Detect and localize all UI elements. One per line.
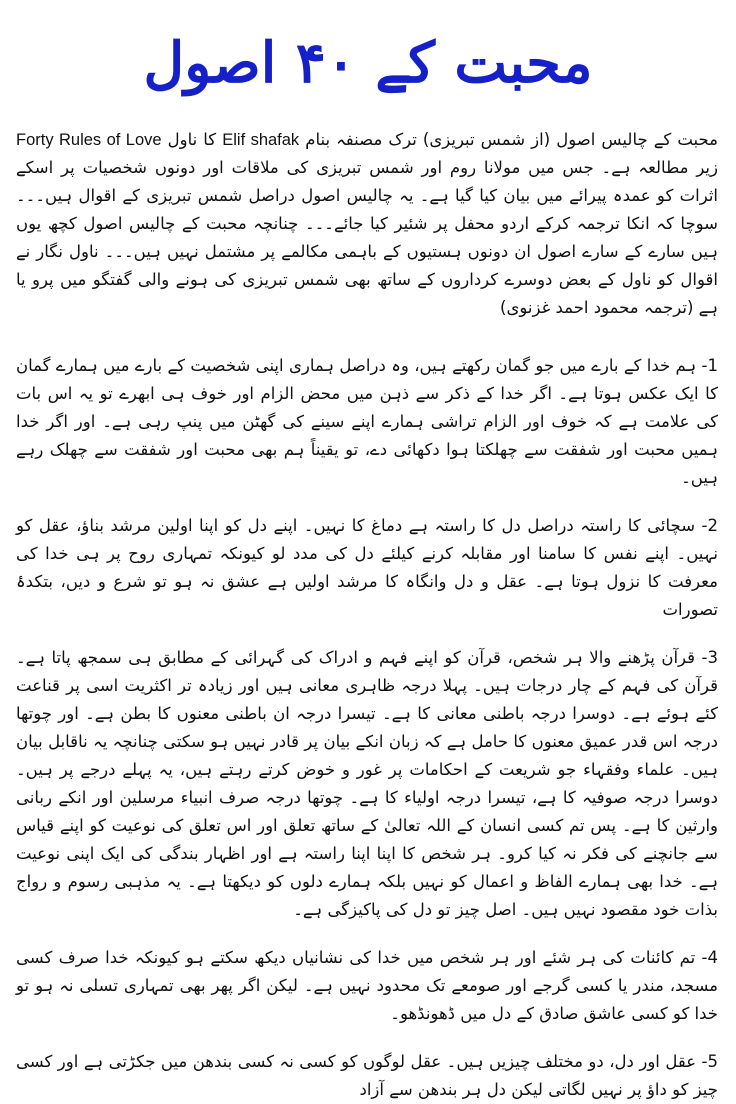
page-title: محبت کے ۴۰ اصول [143,30,593,96]
article-body [16,126,719,1099]
rule-5: 5- عقل اور دل، دو مختلف چیزیں ہیں۔ عقل لوگوں کو کسی نہ کسی بندھن میں جکڑتی ہے اور کسی چیز کو داؤ پر نہیں لگاتی لیکن دل ہر بندھن سے آزاد [16,1052,718,1099]
intro-paragraph [16,126,718,322]
rule-2: 2- سچائی کا راستہ دراصل دل کا راستہ ہے دماغ کا نہیں۔ اپنے دل کو اپنا اولین مرشد بناؤ، عقل کو نہیں۔ اپنے نفس کا سامنا اور مقابلہ کرنے کیلئے دل کی مدد لو کیونکہ تمہاری روح پر ہی خدا کی معرفت کا نزول ہوتا ہے۔ عقل و دل وانگاہ کا مرشد اولیں ہے عشق نہ ہو تو شرع و دیں، بتکدۂ تصورات [16,516,718,619]
intro-text-3: زیر مطالعہ ہے۔ جس میں مولانا روم اور شمس تبریزی کی ملاقات اور دونوں شخصیات پر اسکے اثرات کو عمدہ پیرائے میں بیان کیا گیا ہے۔ یہ چالیس اصول دراصل شمس تبریزی کے اقوال ہیں۔۔۔ سوچا کہ انکا ترجمہ کرکے اردو محفل پر شئیر کیا جائے۔۔۔ چنانچہ محبت کے چالیس اصول کچھ یوں ہیں سارے کے سارے اصول ان دونوں ہستیوں کے باہمی مکالمے پر مشتمل نہیں ہیں۔۔۔ ناول نگار نے اقوال کو ناول کے بعض دوسرے کرداروں کے ساتھ بھی شمس تبریزی کی ہونے والی گفتگو میں پرو یا ہے (ترجمہ محمود احمد غزنوی) [16,158,718,317]
novel-title: Forty Rules of Love [16,131,162,149]
rule-1: 1- ہم خدا کے بارے میں جو گمان رکھتے ہیں، وہ دراصل ہماری اپنی شخصیت کے بارے میں ہمارے گمان کا ایک عکس ہوتا ہے۔ اگر خدا کے ذکر سے ذہن میں محض الزام اور خوف ہی ابھرے تو یہ اس بات کی علامت ہے کہ خوف اور الزام تراشی ہمارے اپنے سینے کی گھٹن میں پنپ رہی ہے۔ اور اگر خدا ہمیں محبت اور شفقت سے چھلکتا ہوا دکھائی دے، تو یقیناً ہم بھی محبت اور شفقت سے چھلک رہے ہیں۔ [16,356,718,487]
intro-text-1: محبت کے چالیس اصول (از شمس تبریزی) ترک مصنفہ بنام [299,130,719,149]
rule-4: 4- تم کائنات کی ہر شئے اور ہر شخص میں خدا کی نشانیاں دیکھ سکتے ہو کیونکہ خدا صرف کسی مسجد، مندر یا کسی گرجے اور صومعے تک محدود نہیں ہے۔ لیکن اگر پھر بھی تمہاری تسلی نہ ہو تو خدا کو کسی عاشق صادق کے دل میں ڈھونڈھو۔ [16,948,718,1023]
rule-3: 3- قرآن پڑھنے والا ہر شخص، قرآن کو اپنے فہم و ادراک کی گہرائی کے مطابق ہی سمجھ پاتا ہے۔ قرآن کی فہم کے چار درجات ہیں۔ پہلا درجہ ظاہری معانی ہیں اور زیادہ تر اکثریت اسی پر قناعت کئے ہوئے ہے۔ دوسرا درجہ باطنی معانی کا ہے۔ تیسرا درجہ ان باطنی معنوں کا بطن ہے۔ اور چوتھا درجہ اس قدر عمیق معنوں کا حامل ہے کہ زبان انکے بیان پر قادر نہیں ہو سکتی چنانچہ یہ ناقابل بیان ہیں۔ علماء وفقہاء جو شریعت کے احکامات پر غور و خوض کرتے رہتے ہیں، یہ پہلے درجے پر ہیں۔ دوسرا درجہ صوفیہ کا ہے، تیسرا درجہ اولیاء کا ہے۔ چوتھا درجہ صرف انبیاء مرسلین اور انکے ربانی وارثین کا ہے۔ پس تم کسی انسان کے اللہ تعالیٰ کے ساتھ تعلق اور اس تعلق کی نوعیت کو اپنے قیاس سے جانچنے کی فکر نہ کیا کرو۔ ہر شخص کا اپنا اپنا راستہ ہے اور اظہار بندگی کی ایک اپنی نوعیت ہے۔ خدا بھی ہمارے الفاظ و اعمال کو نہیں بلکہ ہمارے دلوں کو دیکھتا ہے۔ یہ مذہبی رسوم و رواج بذات خود مقصود نہیں ہیں۔ اصل چیز تو دل کی پاکیزگی ہے۔ [16,648,718,919]
author-name: Elif shafak [222,131,300,149]
intro-text-2: کا ناول [161,130,223,149]
